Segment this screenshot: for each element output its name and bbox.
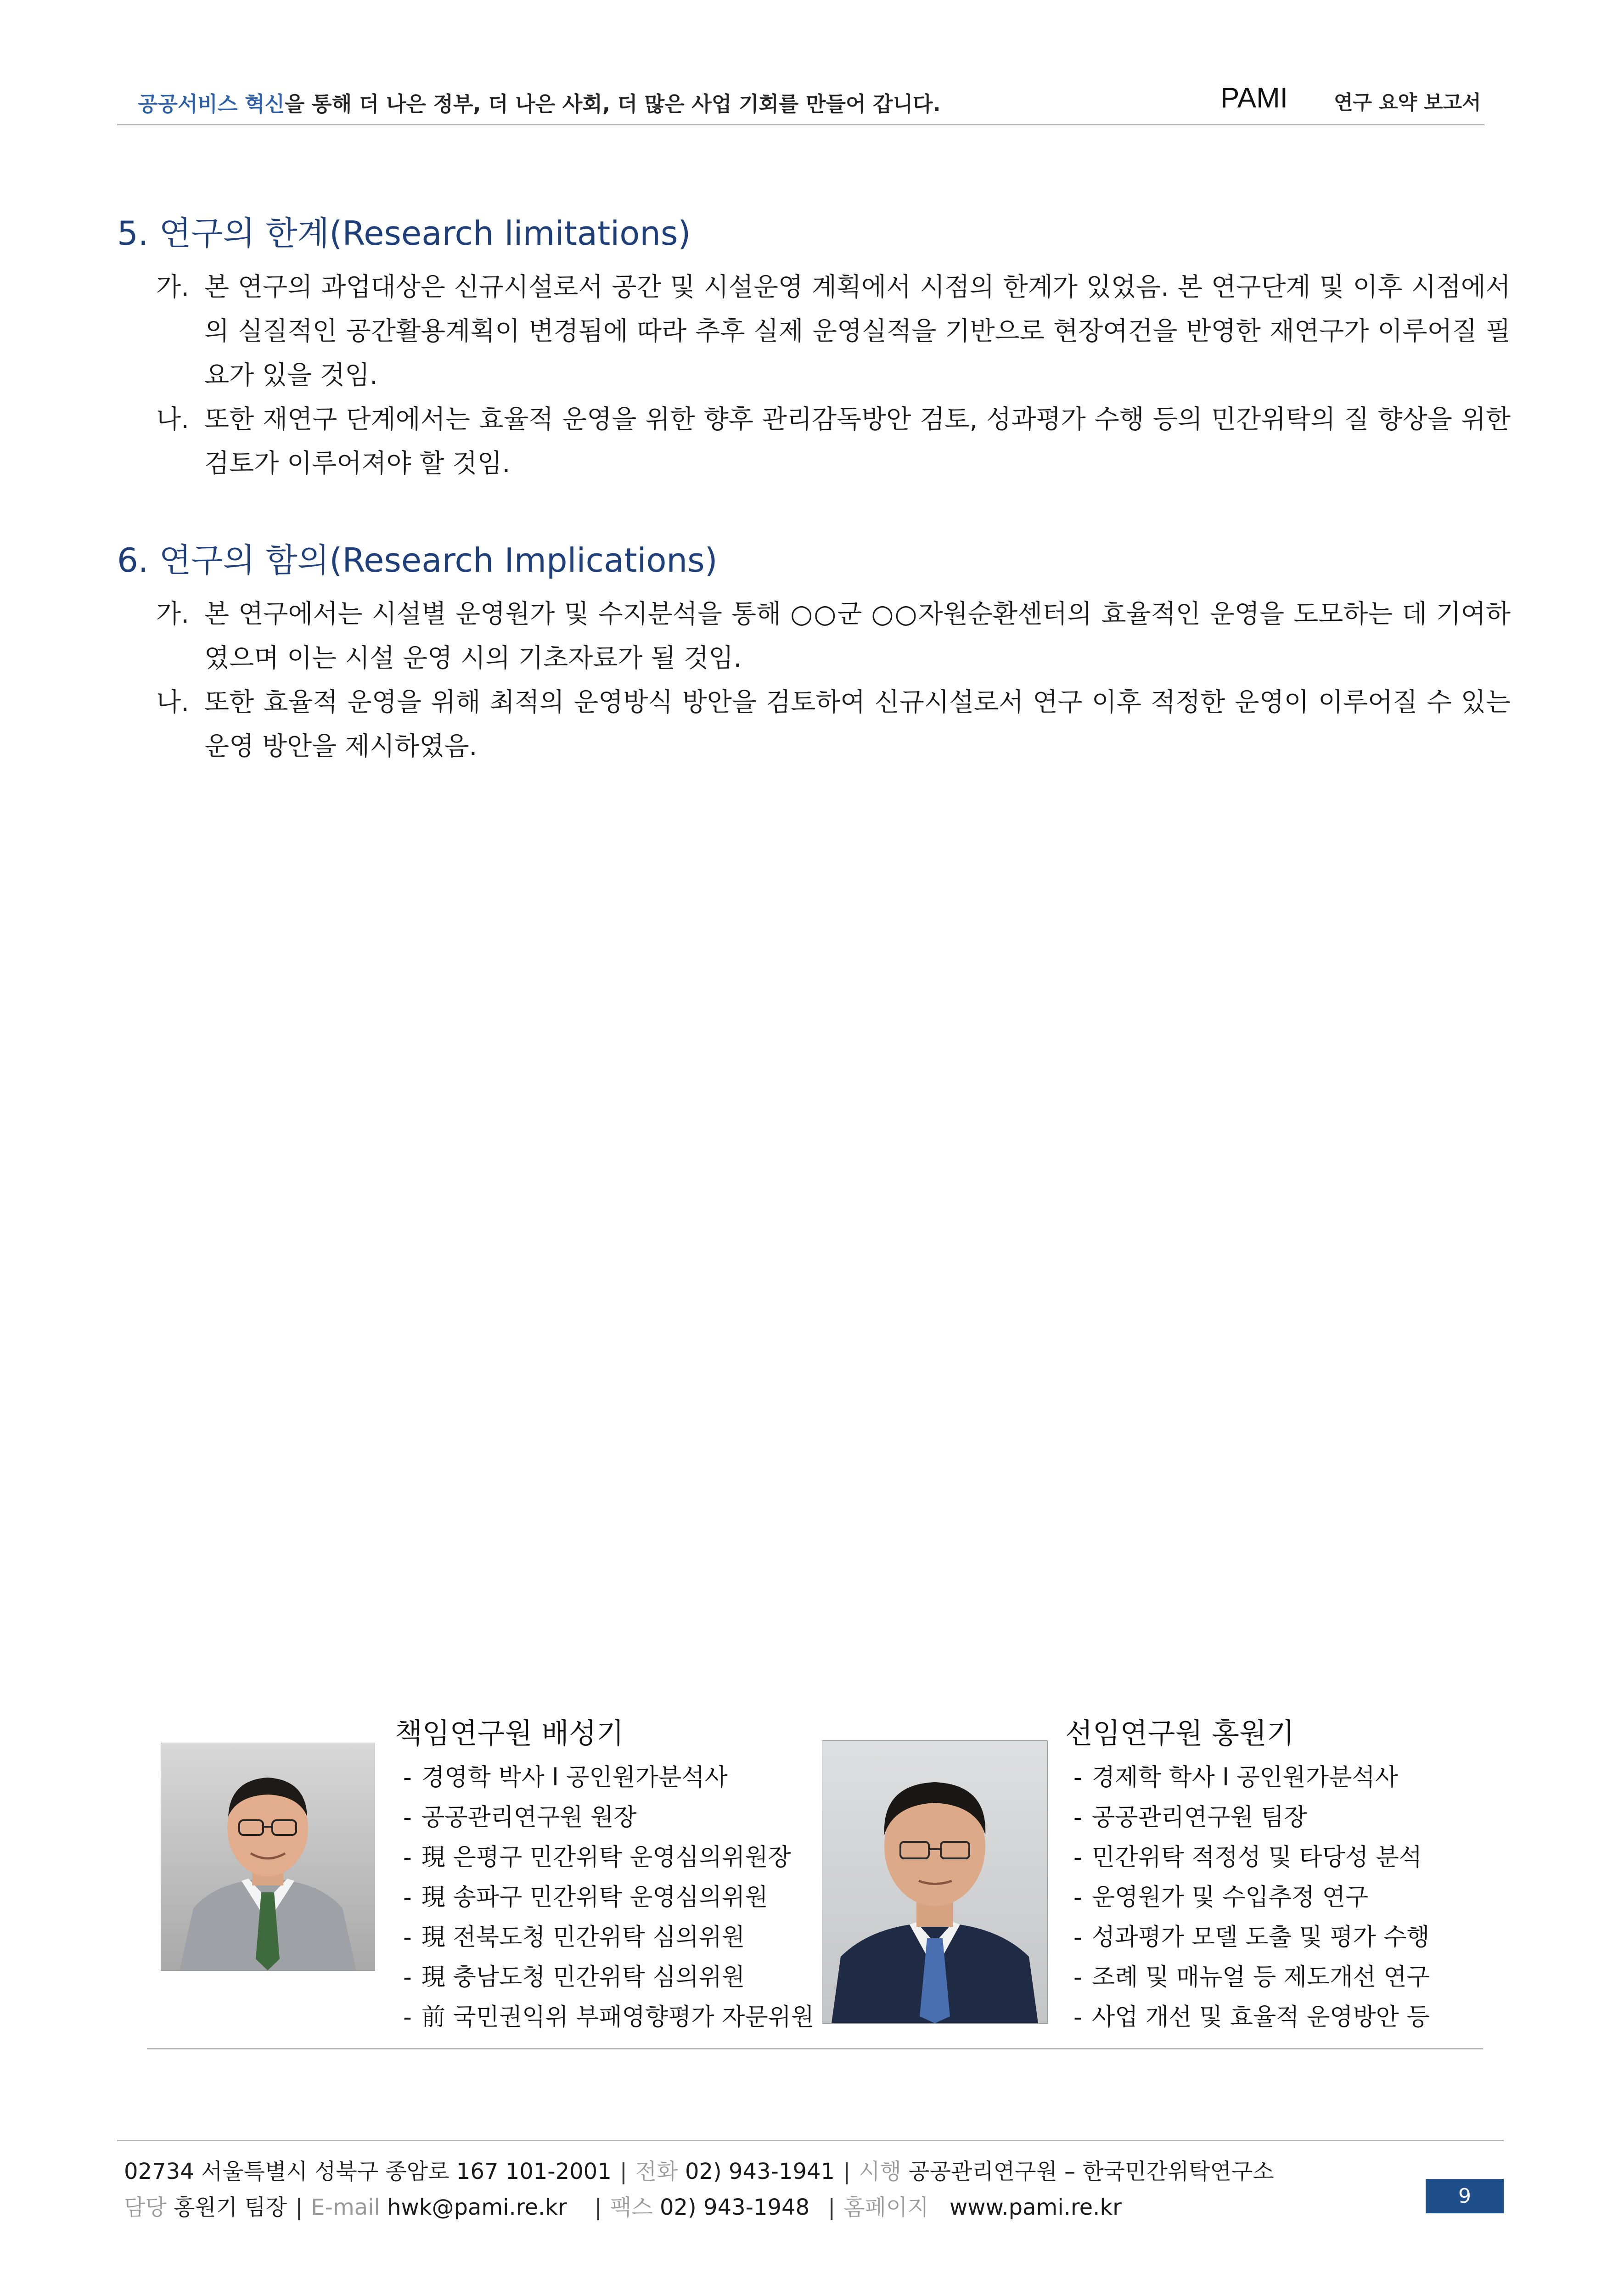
- section-title-implications: 6. 연구의 함의(Research Implications): [117, 541, 718, 580]
- footer-line-2: 담당 홍원기 팀장 | E-mail hwk@pami.re.kr | 팩스 02) 943-1948 | 홈페이지 www.pami.re.kr: [124, 2195, 1122, 2220]
- credential-item: - 경영학 박사 l 공인원가분석사: [403, 1764, 728, 1791]
- header-doc-type: 연구 요약 보고서: [1334, 91, 1481, 114]
- credential-item: - 現 충남도청 민간위탁 심의위원: [403, 1964, 745, 1991]
- footer-address: 02734 서울특별시 성북구 종암로 167 101-2001: [124, 2159, 612, 2184]
- phone-label: 전화: [635, 2159, 678, 2184]
- footer-line-1: 02734 서울특별시 성북구 종암로 167 101-2001 | 전화 02) 943-1941 | 시행 공공관리연구원 – 한국민간위탁연구소: [124, 2159, 1274, 2184]
- header-divider: [117, 124, 1484, 125]
- slogan-rest: 을 통해 더 나은 정부, 더 나은 사회, 더 많은 사업 기회를 만들어 갑니다.: [284, 92, 941, 116]
- researcher-photo: [161, 1743, 375, 1971]
- credential-item: - 現 송파구 민간위탁 운영심의위원: [403, 1884, 768, 1911]
- item-marker: 나.: [156, 687, 189, 717]
- list-item: [156, 681, 1511, 769]
- footer-email[interactable]: hwk@pami.re.kr: [387, 2195, 567, 2220]
- portrait-image: [822, 1741, 1047, 2023]
- researcher-credentials: [403, 1758, 814, 2037]
- fax-label: 팩스: [610, 2195, 653, 2220]
- item-marker: 나.: [156, 405, 189, 434]
- footer-contact: 홍원기 팀장: [174, 2195, 287, 2220]
- list-item: [156, 592, 1511, 681]
- publisher-label: 시행: [859, 2159, 902, 2184]
- item-text: 또한 재연구 단계에서는 효율적 운영을 위한 향후 관리감독방안 검토, 성과평가 수행 등의 민간위탁의 질 향상을 위한 검토가 이루어져야 할 것임.: [204, 405, 1511, 478]
- header-slogan: [138, 87, 941, 117]
- credential-item: - 공공관리연구원 팀장: [1073, 1804, 1307, 1831]
- slogan-highlight: 공공서비스 혁신: [138, 92, 285, 116]
- footer-website[interactable]: www.pami.re.kr: [950, 2195, 1122, 2220]
- contact-label: 담당: [124, 2195, 167, 2220]
- credential-item: - 경제학 학사 l 공인원가분석사: [1073, 1764, 1398, 1791]
- researcher-name-senior: 선임연구원 홍원기: [1065, 1716, 1294, 1750]
- footer-fax: 02) 943-1948: [659, 2195, 810, 2220]
- credential-item: - 現 전북도청 민간위탁 심의위원: [403, 1924, 745, 1951]
- credential-item: - 민간위탁 적정성 및 타당성 분석: [1073, 1844, 1422, 1871]
- footer-divider: [117, 2140, 1504, 2141]
- credential-item: - 공공관리연구원 원장: [403, 1804, 637, 1831]
- list-item: [156, 398, 1511, 486]
- web-label: 홈페이지: [843, 2195, 929, 2220]
- portrait-image: [161, 1743, 375, 1970]
- page-number: 9: [1426, 2179, 1504, 2213]
- item-marker: 가.: [156, 272, 189, 302]
- credential-item: - 前 국민권익위 부패영향평가 자문위원: [403, 2003, 815, 2031]
- header-brand: PAMI: [1220, 82, 1288, 114]
- item-text: 또한 효율적 운영을 위해 최적의 운영방식 방안을 검토하여 신규시설로서 연구 이후 적정한 운영이 이루어질 수 있는 운영 방안을 제시하였음.: [204, 687, 1511, 761]
- item-marker: 가.: [156, 599, 189, 629]
- researcher-credentials: [1073, 1758, 1430, 2037]
- profile-divider: [147, 2048, 1483, 2049]
- researcher-photo: [822, 1740, 1048, 2024]
- credential-item: - 現 은평구 민간위탁 운영심의위원장: [403, 1844, 791, 1871]
- credential-item: - 성과평가 모델 도출 및 평가 수행: [1073, 1924, 1430, 1951]
- section-title-limitations: 5. 연구의 한계(Research limitations): [117, 214, 691, 253]
- credential-item: - 운영원가 및 수입추정 연구: [1073, 1884, 1369, 1911]
- item-text: 본 연구의 과업대상은 신규시설로서 공간 및 시설운영 계획에서 시점의 한계가 있었음. 본 연구단계 및 이후 시점에서의 실질적인 공간활용계획이 변경됨에 따라 추후 실제 운영실적을 기반으로 현장여건을 반영한 재연구가 이루어질 필요가 있을 것임.: [204, 272, 1511, 390]
- footer-publisher: 공공관리연구원 – 한국민간위탁연구소: [908, 2159, 1274, 2184]
- researcher-name-lead: 책임연구원 배성기: [395, 1716, 624, 1750]
- credential-item: - 조례 및 매뉴얼 등 제도개선 연구: [1073, 1964, 1430, 1991]
- credential-item: - 사업 개선 및 효율적 운영방안 등: [1073, 2003, 1430, 2031]
- list-item: [156, 265, 1511, 398]
- item-text: 본 연구에서는 시설별 운영원가 및 수지분석을 통해 ○○군 ○○자원순환센터의 효율적인 운영을 도모하는 데 기여하였으며 이는 시설 운영 시의 기초자료가 될 것임.: [204, 599, 1511, 673]
- email-label: E-mail: [311, 2195, 380, 2220]
- footer-phone: 02) 943-1941: [685, 2159, 835, 2184]
